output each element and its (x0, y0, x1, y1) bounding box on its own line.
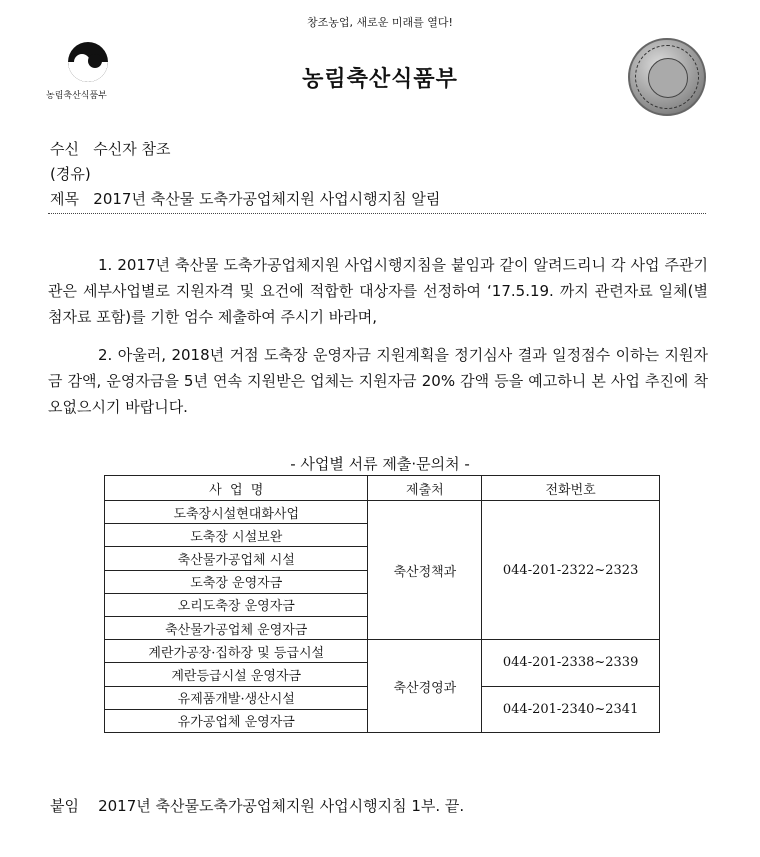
recipient-line (50, 138, 171, 159)
paragraph-1-text: 1. 2017년 축산물 도축가공업체지원 사업시행지침을 붙임과 같이 알려드리니 각 사업 주관기관은 세부사업별로 지원자격 및 요건에 적합한 대상자를 선정하여 ‘17.5.19. 까지 관련자료 일체(별첨자료 포함)를 기한 엄수 제출하여 주시기 바라며, (48, 256, 708, 326)
certification-seal-icon (628, 38, 706, 116)
phone-cell: 044-201-2338~2339 (482, 640, 660, 686)
paragraph-2 (48, 342, 708, 420)
recipient-value: 수신자 참조 (93, 140, 171, 158)
recipient-label: 수신 (50, 140, 79, 158)
business-cell: 계란가공장·집하장 및 등급시설 (105, 640, 368, 663)
table-header-row (105, 476, 660, 501)
paragraph-1 (48, 252, 708, 330)
slogan: 창조농업, 새로운 미래를 열다! (307, 16, 453, 29)
ministry-title: 농림축산식품부 (302, 67, 458, 92)
logo-text: 농림축산식품부 (46, 91, 107, 101)
business-cell: 유제품개발·생산시설 (105, 686, 368, 709)
header-divider (48, 213, 706, 214)
header-business: 사 업 명 (105, 476, 368, 501)
phone-cell: 044-201-2322~2323 (482, 501, 660, 640)
subject-value: 2017년 축산물 도축가공업체지원 사업시행지침 알림 (93, 190, 441, 208)
header-phone: 전화번호 (482, 476, 660, 501)
attachment-text: 2017년 축산물도축가공업체지원 사업시행지침 1부. 끝. (98, 797, 465, 815)
office-cell: 축산경영과 (368, 640, 482, 733)
business-cell: 계란등급시설 운영자금 (105, 663, 368, 686)
business-cell: 축산물가공업체 시설 (105, 547, 368, 570)
business-cell: 축산물가공업체 운영자금 (105, 616, 368, 639)
attachment-line (50, 795, 464, 816)
contact-table (104, 475, 660, 733)
business-cell: 유가공업체 운영자금 (105, 709, 368, 732)
business-cell: 도축장시설현대화사업 (105, 501, 368, 524)
business-cell: 오리도축장 운영자금 (105, 593, 368, 616)
office-cell: 축산정책과 (368, 501, 482, 640)
subject-label: 제목 (50, 190, 79, 208)
paragraph-2-text: 2. 아울러, 2018년 거점 도축장 운영자금 지원계획을 정기심사 결과 일정점수 이하는 지원자금 감액, 운영자금을 5년 연속 지원받은 업체는 지원자금 20% 감액 등을 예고하니 본 사업 추진에 착오없으시기 바랍니다. (48, 346, 708, 416)
header-office: 제출처 (368, 476, 482, 501)
table-caption: - 사업별 서류 제출·문의처 - (290, 455, 470, 473)
attachment-label: 붙임 (50, 797, 79, 815)
business-cell: 도축장 시설보완 (105, 524, 368, 547)
business-cell: 도축장 운영자금 (105, 570, 368, 593)
phone-cell: 044-201-2340~2341 (482, 686, 660, 732)
via-line: (경유) (50, 165, 91, 183)
table-row (105, 501, 660, 524)
table-row (105, 640, 660, 663)
subject-line (50, 188, 440, 209)
